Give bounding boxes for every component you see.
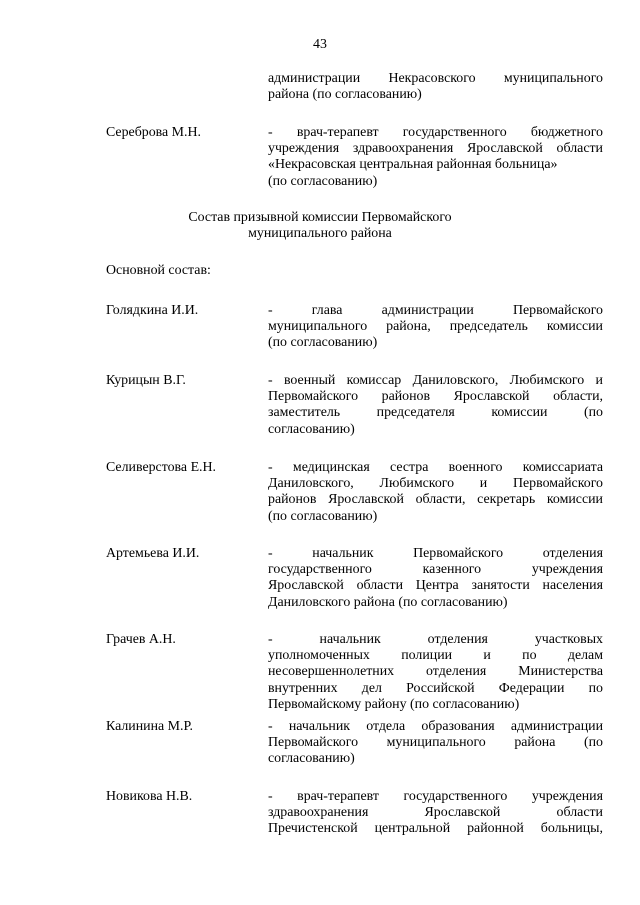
member-name: Голядкина И.И. [106, 303, 199, 318]
description-line: учреждения здравоохранения Ярославской области [268, 141, 603, 157]
member-name: Селиверстова Е.Н. [106, 460, 217, 475]
section-heading [0, 210, 640, 242]
member-name: Калинина М.Р. [106, 719, 193, 734]
description-line: - врач-терапевт государственного бюджетного [268, 125, 603, 140]
description-line: Ярославской области Центра занятости населения [268, 578, 603, 594]
section-label: Основной состав: [106, 263, 211, 278]
description-line: Пречистенской центральной районной больницы, [268, 821, 603, 837]
description-line: - начальник отдела образования администрации [268, 719, 603, 734]
description-line: «Некрасовская центральная районная больница» [268, 157, 558, 173]
member-name: Курицын В.Г. [106, 373, 186, 388]
page-number: 43 [313, 37, 327, 52]
description-line: Даниловского района (по согласованию) [268, 594, 508, 610]
description-line: несовершеннолетних отделения Министерства [268, 664, 603, 680]
description-line: - врач-терапевт государственного учреждения [268, 789, 603, 804]
description-line: здравоохранения Ярославской области [268, 805, 603, 821]
description-line: согласованию) [268, 421, 355, 437]
description-line: государственного казенного учреждения [268, 562, 603, 578]
description-line: Даниловского, Любимского и Первомайского [268, 476, 603, 492]
description-line: - начальник Первомайского отделения [268, 546, 603, 561]
description-line: администрации Некрасовского муниципального [268, 71, 603, 86]
member-name: Новикова Н.В. [106, 789, 193, 804]
member-name: Сереброва М.Н. [106, 125, 202, 140]
description-line: согласованию) [268, 751, 355, 767]
description-line: Первомайского районов Ярославской области, [268, 389, 603, 405]
description-line: внутренних дел Российской Федерации по [268, 680, 603, 696]
description-line: муниципального района, председатель комиссии [268, 319, 603, 335]
description-line: (по согласованию) [268, 173, 378, 189]
description-line: (по согласованию) [268, 508, 378, 524]
description-line: Первомайского муниципального района (по [268, 735, 603, 751]
member-name: Артемьева И.И. [106, 546, 200, 561]
heading-line-2: муниципального района [248, 226, 392, 242]
description-line: заместитель председателя комиссии (по [268, 405, 603, 421]
description-line: районов Ярославской области, секретарь комиссии [268, 492, 603, 508]
description-line: (по согласованию) [268, 335, 378, 351]
description-line: - глава администрации Первомайского [268, 303, 603, 318]
heading-line-1: Состав призывной комиссии Первомайского [188, 210, 452, 225]
description-line: уполномоченных полиции и по делам [268, 648, 603, 664]
description-line: - начальник отделения участковых [268, 632, 603, 647]
description-line: района (по согласованию) [268, 87, 422, 103]
description-line: - медицинская сестра военного комиссариата [268, 460, 603, 475]
description-line: - военный комиссар Даниловского, Любимского и [268, 373, 603, 388]
description-line: Первомайскому району (по согласованию) [268, 696, 520, 712]
member-name: Грачев А.Н. [106, 632, 176, 647]
